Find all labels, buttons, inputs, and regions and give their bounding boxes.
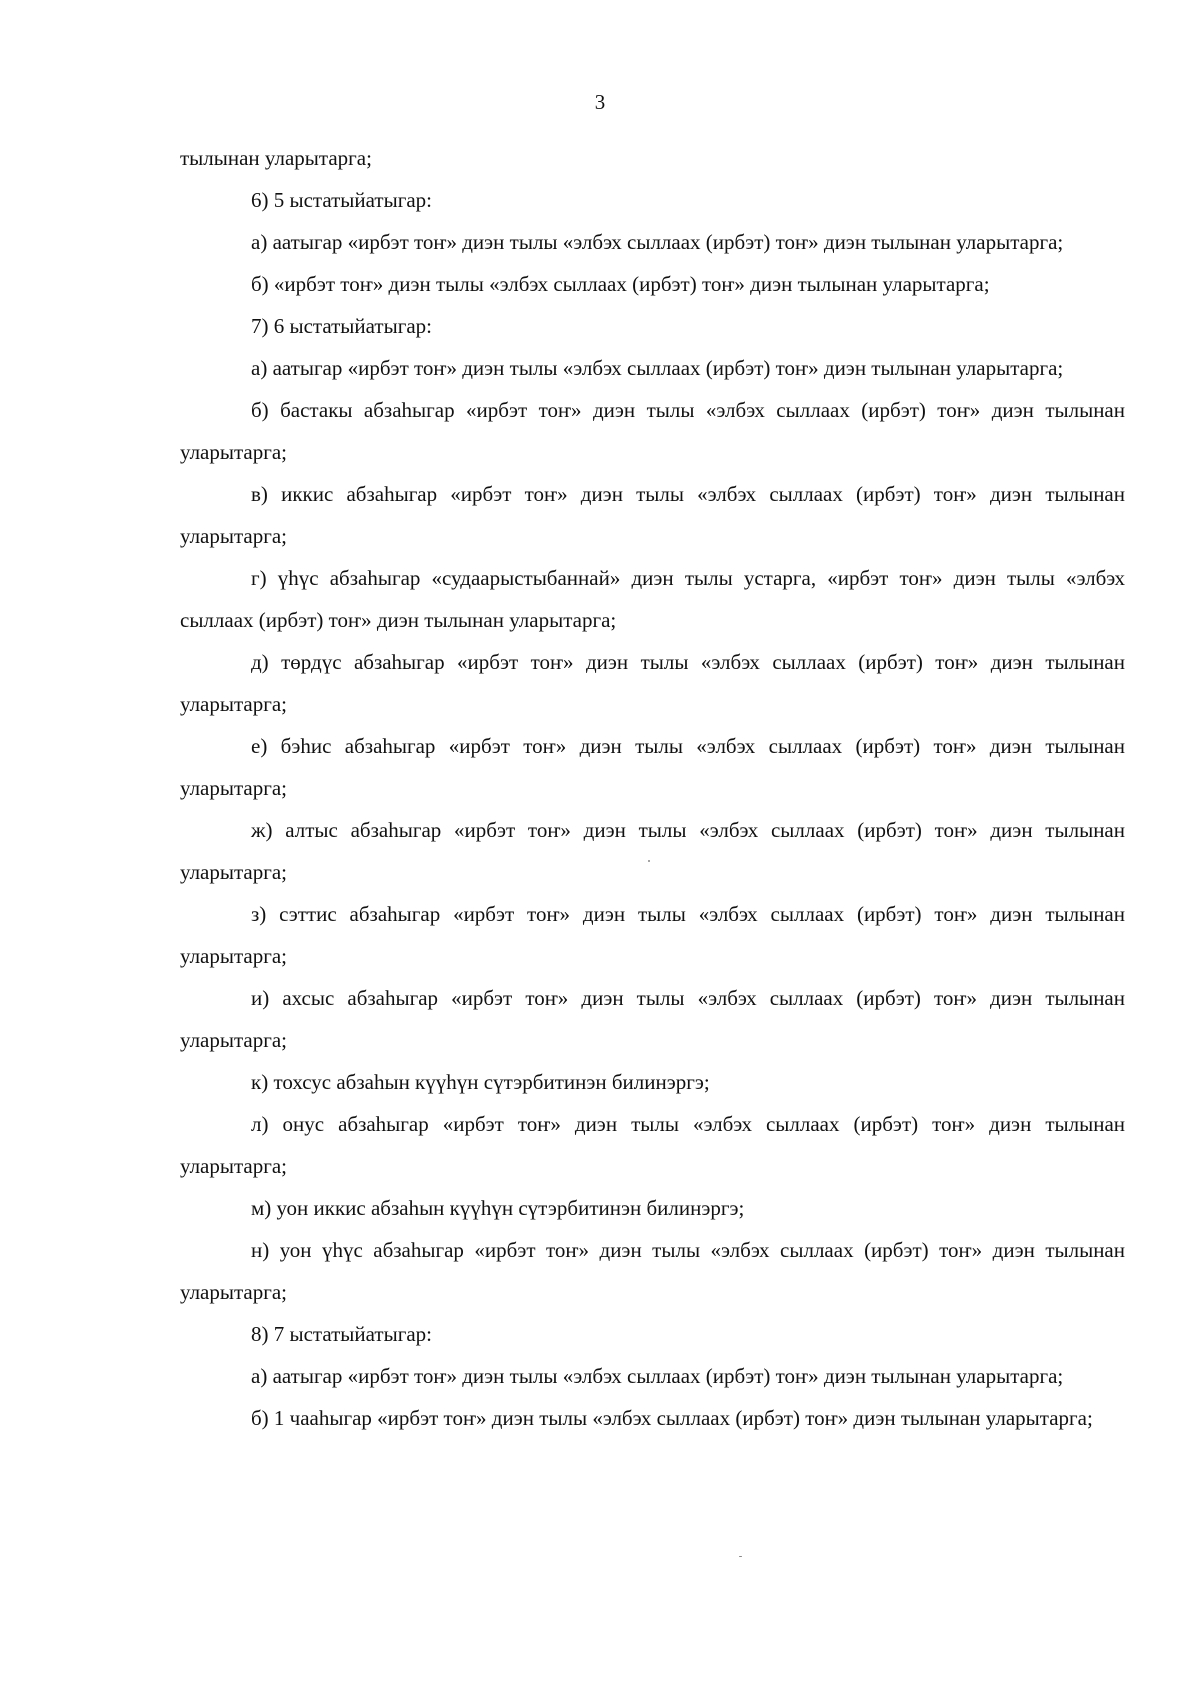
paragraph: б) «ирбэт тоҥ» диэн тылы «элбэх сыллаах (ирбэт) тоҥ» диэн тылынан уларытарга; — [251, 272, 990, 296]
paragraph: в) иккис абзаһыгар «ирбэт тоҥ» диэн тылы «элбэх сыллаах (ирбэт) тоҥ» диэн тылынан уларытарга; — [180, 482, 1125, 548]
paragraph: н) уон үһүс абзаһыгар «ирбэт тоҥ» диэн тылы «элбэх сыллаах (ирбэт) тоҥ» диэн тылынан уларытарга; — [180, 1238, 1125, 1304]
paragraph: и) ахсыс абзаһыгар «ирбэт тоҥ» диэн тылы «элбэх сыллаах (ирбэт) тоҥ» диэн тылынан уларытарга; — [180, 986, 1125, 1052]
paragraph: г) үһүс абзаһыгар «судаарыстыбаннай» диэн тылы устарга, «ирбэт тоҥ» диэн тылы «элбэх сыллаах (ирбэт) тоҥ» диэн тылынан уларытарга; — [180, 566, 1125, 632]
paragraph: б) 1 чааһыгар «ирбэт тоҥ» диэн тылы «элбэх сыллаах (ирбэт) тоҥ» диэн тылынан уларытарга; — [251, 1406, 1093, 1430]
scan-speck — [739, 1556, 742, 1557]
page-number: 3 — [594, 90, 606, 114]
paragraph: л) онус абзаһыгар «ирбэт тоҥ» диэн тылы «элбэх сыллаах (ирбэт) тоҥ» диэн тылынан уларытарга; — [180, 1112, 1125, 1178]
paragraph: м) уон иккис абзаһын күүһүн сүтэрбитинэн билинэргэ; — [251, 1196, 745, 1220]
paragraph: 8) 7 ыстатыйатыгар: — [251, 1322, 432, 1346]
paragraph: 7) 6 ыстатыйатыгар: — [251, 314, 432, 338]
paragraph: тылынан уларытарга; — [180, 146, 372, 170]
paragraph: е) бэһис абзаһыгар «ирбэт тоҥ» диэн тылы «элбэх сыллаах (ирбэт) тоҥ» диэн тылынан уларытарга; — [180, 734, 1125, 800]
paragraph: а) аатыгар «ирбэт тоҥ» диэн тылы «элбэх сыллаах (ирбэт) тоҥ» диэн тылынан уларытарга; — [251, 356, 1064, 380]
paragraph: ж) алтыс абзаһыгар «ирбэт тоҥ» диэн тылы «элбэх сыллаах (ирбэт) тоҥ» диэн тылынан уларытарга; — [180, 818, 1125, 884]
scan-speck — [648, 860, 650, 862]
paragraph: а) аатыгар «ирбэт тоҥ» диэн тылы «элбэх сыллаах (ирбэт) тоҥ» диэн тылынан уларытарга; — [251, 230, 1064, 254]
paragraph: к) тохсус абзаһын күүһүн сүтэрбитинэн билинэргэ; — [251, 1070, 710, 1094]
paragraph: б) бастакы абзаһыгар «ирбэт тоҥ» диэн тылы «элбэх сыллаах (ирбэт) тоҥ» диэн тылынан уларытарга; — [180, 398, 1125, 464]
paragraph: 6) 5 ыстатыйатыгар: — [251, 188, 432, 212]
paragraph: д) төрдүс абзаһыгар «ирбэт тоҥ» диэн тылы «элбэх сыллаах (ирбэт) тоҥ» диэн тылынан уларытарга; — [180, 650, 1125, 716]
paragraph: а) аатыгар «ирбэт тоҥ» диэн тылы «элбэх сыллаах (ирбэт) тоҥ» диэн тылынан уларытарга; — [251, 1364, 1064, 1388]
document-body — [180, 137, 1125, 1439]
paragraph: з) сэттис абзаһыгар «ирбэт тоҥ» диэн тылы «элбэх сыллаах (ирбэт) тоҥ» диэн тылынан уларытарга; — [180, 902, 1125, 968]
